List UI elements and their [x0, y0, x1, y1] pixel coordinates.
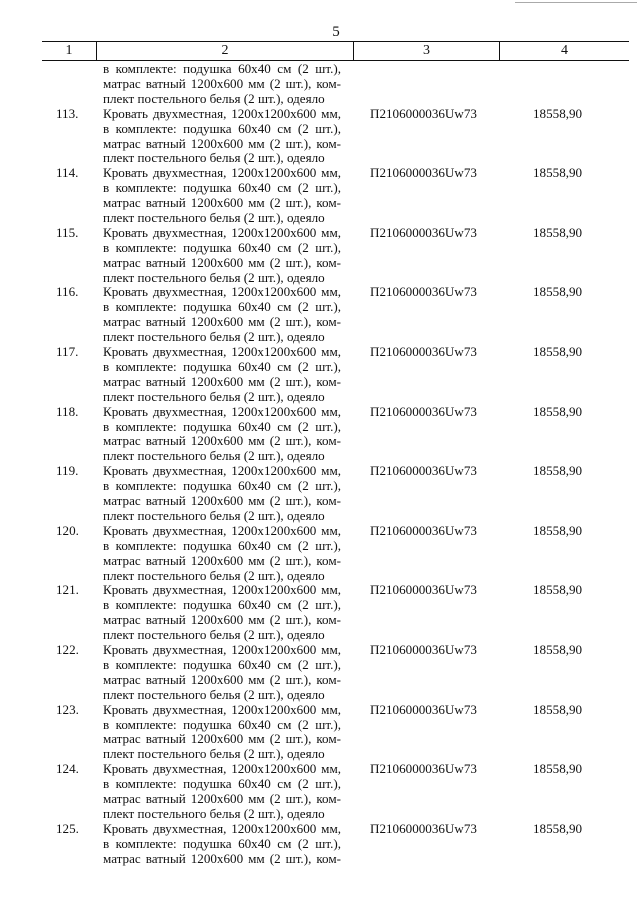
item-description — [103, 762, 341, 822]
table-header — [42, 41, 629, 61]
header-col-1: 1 — [42, 42, 97, 60]
table-row — [0, 524, 640, 584]
item-code: П2106000036Uw73 — [370, 701, 477, 717]
header-col-4: 4 — [561, 43, 568, 58]
item-description — [103, 405, 341, 465]
header-col-2: 2 — [97, 42, 354, 60]
item-number: 116. — [56, 284, 79, 300]
table-row — [0, 405, 640, 465]
table-row — [0, 166, 640, 226]
item-number: 123. — [56, 701, 79, 717]
table-row — [0, 226, 640, 286]
description-line: матрас ватный 1200x600 мм (2 шт.), ком- — [103, 731, 341, 747]
table-row — [0, 822, 640, 882]
table-row — [0, 464, 640, 524]
item-code: П2106000036Uw73 — [370, 463, 477, 479]
description-line: матрас ватный 1200x600 мм (2 шт.), ком- — [103, 373, 341, 389]
description-line: в комплекте: подушка 60x40 см (2 шт.), — [103, 299, 341, 315]
description-line: матрас ватный 1200x600 мм (2 шт.), ком- — [103, 135, 341, 151]
description-line: Кровать двухместная, 1200x1200x600 мм, — [103, 344, 341, 360]
table-row — [0, 583, 640, 643]
description-line: Кровать двухместная, 1200x1200x600 мм, — [103, 105, 341, 121]
description-line: в комплекте: подушка 60x40 см (2 шт.), — [103, 656, 341, 672]
description-line: матрас ватный 1200x600 мм (2 шт.), ком- — [103, 552, 341, 568]
description-line: Кровать двухместная, 1200x1200x600 мм, — [103, 165, 341, 181]
item-code: П2106000036Uw73 — [370, 820, 477, 836]
item-price: 18558,90 — [533, 820, 583, 836]
item-number: 124. — [56, 761, 79, 777]
item-description — [103, 464, 341, 524]
item-code: П2106000036Uw73 — [370, 582, 477, 598]
description-line: в комплекте: подушка 60x40 см (2 шт.), — [103, 835, 341, 851]
item-price: 18558,90 — [533, 522, 583, 538]
item-description — [103, 703, 341, 763]
description-line: матрас ватный 1200x600 мм (2 шт.), ком- — [103, 254, 341, 270]
description-line: матрас ватный 1200x600 мм (2 шт.), ком- — [103, 75, 341, 91]
description-line: плект постельного белья (2 шт.), одеяло — [103, 329, 325, 345]
item-number: 118. — [56, 403, 79, 419]
item-code: П2106000036Uw73 — [370, 105, 477, 121]
description-line: матрас ватный 1200x600 мм (2 шт.), ком- — [103, 671, 341, 687]
table-row — [0, 643, 640, 703]
item-description — [103, 345, 341, 405]
item-price: 18558,90 — [533, 761, 583, 777]
description-line: плект постельного белья (2 шт.), одеяло — [103, 507, 325, 523]
item-code: П2106000036Uw73 — [370, 165, 477, 181]
header-col-3: 3 — [354, 42, 500, 60]
description-line: плект постельного белья (2 шт.), одеяло — [103, 746, 325, 762]
table-body — [0, 62, 640, 881]
page-number: 5 — [332, 24, 340, 40]
item-description — [103, 583, 341, 643]
item-code: П2106000036Uw73 — [370, 642, 477, 658]
item-price: 18558,90 — [533, 582, 583, 598]
item-code: П2106000036Uw73 — [370, 522, 477, 538]
item-code: П2106000036Uw73 — [370, 284, 477, 300]
description-line: Кровать двухместная, 1200x1200x600 мм, — [103, 403, 341, 419]
description-line: матрас ватный 1200x600 мм (2 шт.), ком- — [103, 195, 341, 211]
table-row — [0, 703, 640, 763]
description-line: Кровать двухместная, 1200x1200x600 мм, — [103, 224, 341, 240]
description-line: матрас ватный 1200x600 мм (2 шт.), ком- — [103, 314, 341, 330]
item-description — [103, 62, 341, 107]
item-number: 119. — [56, 463, 79, 479]
description-line: Кровать двухместная, 1200x1200x600 мм, — [103, 642, 341, 658]
item-number: 125. — [56, 820, 79, 836]
item-code: П2106000036Uw73 — [370, 761, 477, 777]
description-line: Кровать двухместная, 1200x1200x600 мм, — [103, 522, 341, 538]
item-description — [103, 822, 341, 867]
description-line: матрас ватный 1200x600 мм (2 шт.), ком- — [103, 612, 341, 628]
item-price: 18558,90 — [533, 165, 583, 181]
item-price: 18558,90 — [533, 344, 583, 360]
table-row — [0, 285, 640, 345]
description-line: в комплекте: подушка 60x40 см (2 шт.), — [103, 478, 341, 494]
description-line: плект постельного белья (2 шт.), одеяло — [103, 388, 325, 404]
description-line: матрас ватный 1200x600 мм (2 шт.), ком- — [103, 433, 341, 449]
description-line: Кровать двухместная, 1200x1200x600 мм, — [103, 701, 341, 717]
description-line: плект постельного белья (2 шт.), одеяло — [103, 269, 325, 285]
item-price: 18558,90 — [533, 463, 583, 479]
description-line: плект постельного белья (2 шт.), одеяло — [103, 150, 325, 166]
description-line: Кровать двухместная, 1200x1200x600 мм, — [103, 463, 341, 479]
description-line: в комплекте: подушка 60x40 см (2 шт.), — [103, 180, 341, 196]
description-line: матрас ватный 1200x600 мм (2 шт.), ком- — [103, 791, 341, 807]
item-price: 18558,90 — [533, 284, 583, 300]
item-description — [103, 166, 341, 226]
item-price: 18558,90 — [533, 403, 583, 419]
item-number: 117. — [56, 344, 79, 360]
description-line: в комплекте: подушка 60x40 см (2 шт.), — [103, 776, 341, 792]
description-line: плект постельного белья (2 шт.), одеяло — [103, 805, 325, 821]
item-price: 18558,90 — [533, 224, 583, 240]
item-price: 18558,90 — [533, 105, 583, 121]
item-price: 18558,90 — [533, 701, 583, 717]
description-line: Кровать двухместная, 1200x1200x600 мм, — [103, 761, 341, 777]
item-description — [103, 643, 341, 703]
item-code: П2106000036Uw73 — [370, 403, 477, 419]
item-description — [103, 285, 341, 345]
description-line: плект постельного белья (2 шт.), одеяло — [103, 686, 325, 702]
description-line: плект постельного белья (2 шт.), одеяло — [103, 567, 325, 583]
description-line: в комплекте: подушка 60x40 см (2 шт.), — [103, 239, 341, 255]
description-line: в комплекте: подушка 60x40 см (2 шт.), — [103, 716, 341, 732]
table-row — [0, 345, 640, 405]
item-code: П2106000036Uw73 — [370, 344, 477, 360]
item-description — [103, 107, 341, 167]
description-line: в комплекте: подушка 60x40 см (2 шт.), — [103, 120, 341, 136]
scan-top-rule — [515, 2, 637, 3]
description-line: Кровать двухместная, 1200x1200x600 мм, — [103, 284, 341, 300]
item-number: 114. — [56, 165, 79, 181]
description-line: в комплекте: подушка 60x40 см (2 шт.), — [103, 537, 341, 553]
item-number: 120. — [56, 522, 79, 538]
description-line: плект постельного белья (2 шт.), одеяло — [103, 90, 325, 106]
item-number: 115. — [56, 224, 79, 240]
description-line: Кровать двухместная, 1200x1200x600 мм, — [103, 820, 341, 836]
description-line: в комплекте: подушка 60x40 см (2 шт.), — [103, 61, 341, 76]
table-row — [0, 762, 640, 822]
description-line: матрас ватный 1200x600 мм (2 шт.), ком- — [103, 850, 341, 866]
description-line: плект постельного белья (2 шт.), одеяло — [103, 448, 325, 464]
description-line: плект постельного белья (2 шт.), одеяло — [103, 210, 325, 225]
item-number: 121. — [56, 582, 79, 598]
table-row — [0, 107, 640, 167]
description-line: плект постельного белья (2 шт.), одеяло — [103, 627, 325, 643]
description-line: в комплекте: подушка 60x40 см (2 шт.), — [103, 597, 341, 613]
description-line: матрас ватный 1200x600 мм (2 шт.), ком- — [103, 493, 341, 509]
item-number: 122. — [56, 642, 79, 658]
item-description — [103, 226, 341, 286]
description-line: Кровать двухместная, 1200x1200x600 мм, — [103, 582, 341, 598]
item-description — [103, 524, 341, 584]
description-line: в комплекте: подушка 60x40 см (2 шт.), — [103, 358, 341, 374]
item-number: 113. — [56, 105, 79, 121]
table-row-continuation — [0, 62, 640, 107]
item-price: 18558,90 — [533, 642, 583, 658]
item-code: П2106000036Uw73 — [370, 224, 477, 240]
description-line: в комплекте: подушка 60x40 см (2 шт.), — [103, 418, 341, 434]
